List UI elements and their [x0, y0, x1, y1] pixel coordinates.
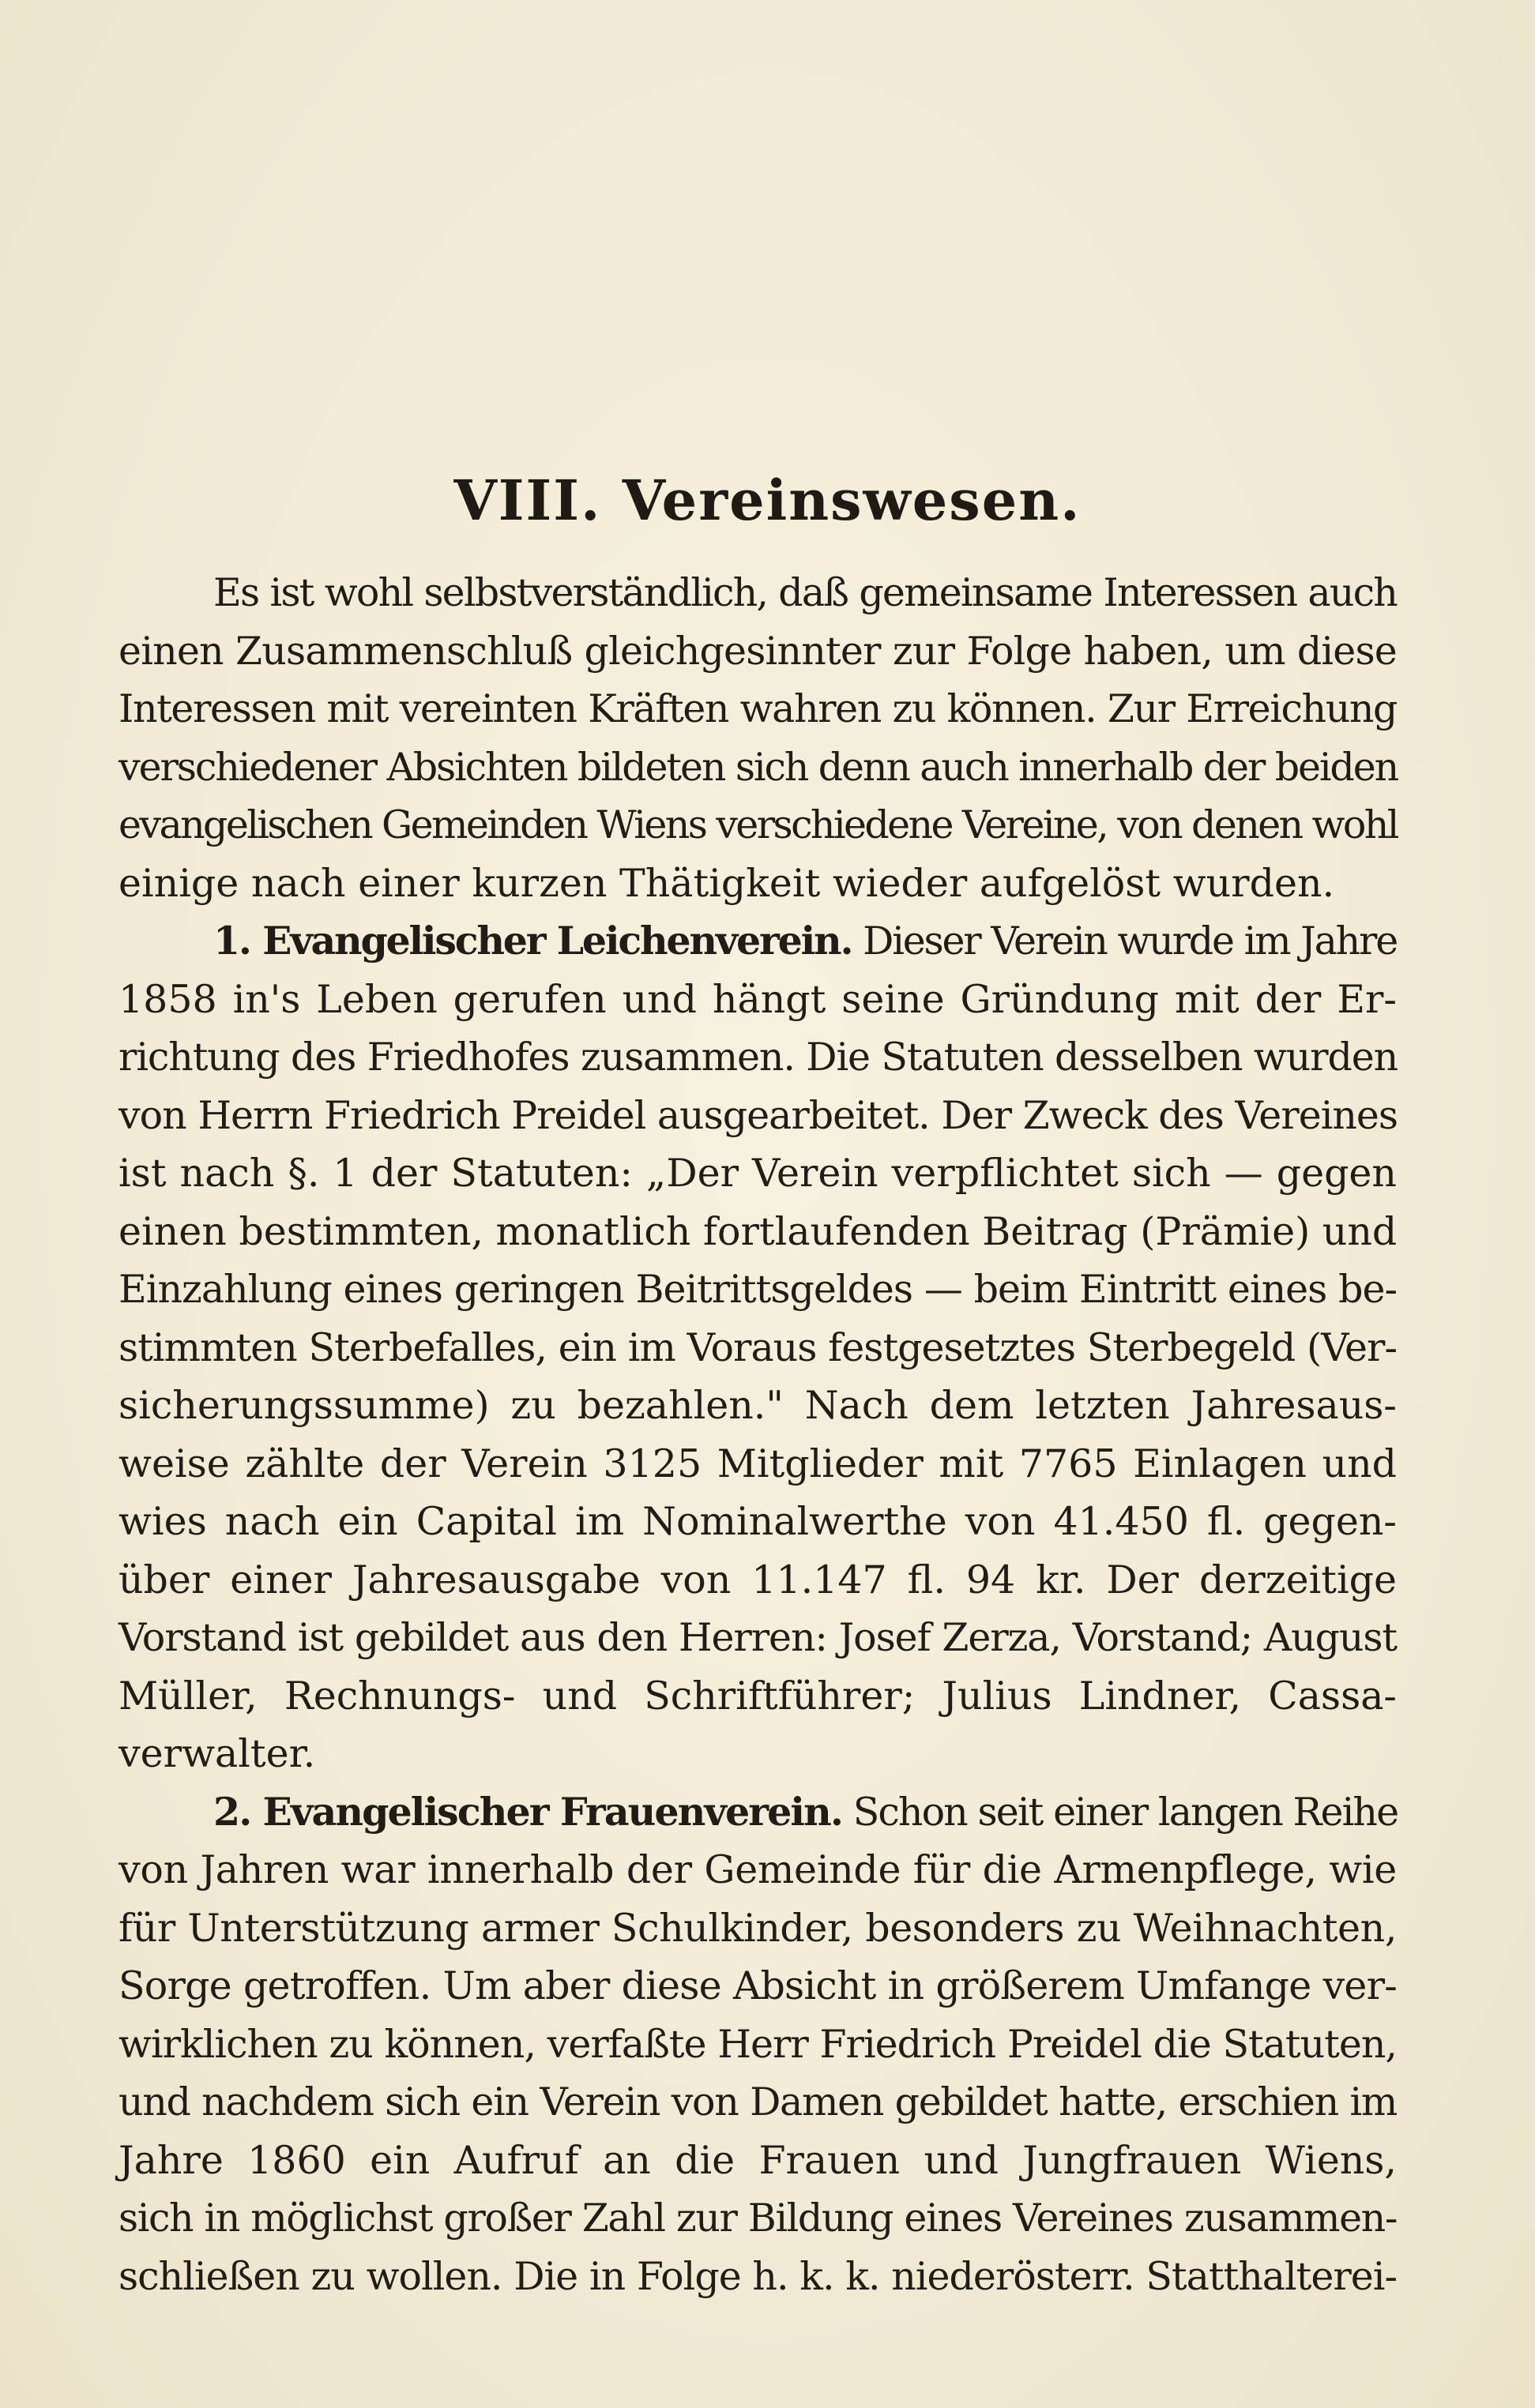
- chapter-heading: VIII. Vereinswesen.: [453, 468, 1082, 533]
- line-text: stimmten Sterbefalles, ein im Voraus festgesetztes Sterbegeld (Ver-: [119, 1324, 1397, 1370]
- line-text: Interessen mit vereinten Kräften wahren zu können. Zur Erreichung: [119, 686, 1397, 731]
- text-line: [119, 564, 1397, 622]
- body-text: [119, 564, 1397, 2305]
- line-text: richtung des Friedhofes zusammen. Die Statuten desselben wurden: [119, 1035, 1398, 1080]
- line-text: Müller, Rechnungs- und Schriftführer; Julius Lindner, Cassa-: [119, 1673, 1397, 1719]
- text-line: [119, 1377, 1397, 1435]
- section-subheading: 2. Evangelischer Frauenverein.: [213, 1788, 843, 1835]
- line-text: ist nach §. 1 der Statuten: „Der Verein verpflichtet sich — gegen: [119, 1151, 1397, 1196]
- line-text: einen bestimmten, monatlich fortlaufenden Beitrag (Prämie) und: [119, 1208, 1398, 1254]
- text-line: [119, 680, 1397, 738]
- line-text: evangelischen Gemeinden Wiens verschiedene Vereine, von denen wohl: [119, 802, 1398, 847]
- text-line: [119, 1957, 1397, 2015]
- line-text: wirklichen zu können, verfaßte Herr Friedrich Preidel die Statuten,: [119, 2021, 1397, 2067]
- line-text: und nachdem sich ein Verein von Damen gebildet hatte, erschien im: [119, 2079, 1397, 2124]
- line-text: sicherungssumme) zu bezahlen." Nach dem letzten Jahresaus-: [119, 1383, 1397, 1428]
- line-text: Jahre 1860 ein Aufruf an die Frauen und Jungfrauen Wiens,: [119, 2137, 1397, 2183]
- text-line: [119, 1028, 1397, 1087]
- section-subheading: 1. Evangelischer Leichenverein.: [213, 918, 852, 964]
- text-line: [119, 1493, 1397, 1551]
- line-text: weise zählte der Verein 3125 Mitglieder mit 7765 Einlagen und: [119, 1441, 1397, 1486]
- text-line: [119, 1841, 1397, 1899]
- text-line: [119, 1435, 1397, 1493]
- line-text: Schon seit einer langen Reihe: [842, 1789, 1398, 1835]
- text-line: [119, 2132, 1397, 2190]
- line-text: von Jahren war innerhalb der Gemeinde für die Armenpflege, wie: [119, 1847, 1397, 1892]
- text-line: [119, 971, 1397, 1029]
- line-text: von Herrn Friedrich Preidel ausgearbeitet. Der Zweck des Vereines: [119, 1092, 1398, 1138]
- line-text: Vorstand ist gebildet aus den Herren: Josef Zerza, Vorstand; August: [119, 1615, 1397, 1660]
- line-text: verschiedener Absichten bildeten sich denn auch innerhalb der beiden: [119, 744, 1398, 790]
- line-text: einen Zusammenschluß gleichgesinnter zur Folge haben, um diese: [119, 628, 1397, 674]
- text-line: [119, 1725, 1397, 1783]
- show-through-text: [111, 95, 1406, 426]
- text-line: [119, 2015, 1397, 2074]
- line-text: Sorge getroffen. Um aber diese Absicht in größerem Umfange ver-: [119, 1963, 1397, 2008]
- text-line: [119, 1260, 1397, 1319]
- text-line: [119, 1551, 1397, 1610]
- text-line: [119, 796, 1397, 855]
- text-line: [119, 1144, 1397, 1203]
- text-line: [119, 1609, 1397, 1667]
- line-text: Einzahlung eines geringen Beitrittsgeldes — beim Eintritt eines be-: [119, 1267, 1397, 1312]
- text-line: [119, 1319, 1397, 1377]
- text-line: [119, 1203, 1397, 1261]
- line-text: 1858 in's Leben gerufen und hängt seine Gründung mit der Er-: [119, 976, 1397, 1022]
- text-line: [119, 738, 1397, 797]
- text-line: [119, 2073, 1397, 2132]
- text-line: [119, 1087, 1397, 1145]
- line-text: für Unterstützung armer Schulkinder, besonders zu Weihnachten,: [119, 1905, 1397, 1951]
- text-line: [119, 622, 1397, 681]
- text-line: [119, 2248, 1397, 2306]
- line-text: verwalter.: [119, 1731, 316, 1776]
- line-text: über einer Jahresausgabe von 11.147 fl. 94 kr. Der derzeitige: [119, 1557, 1397, 1602]
- text-line: [119, 855, 1397, 913]
- line-text: wies nach ein Capital im Nominalwerthe von 41.450 fl. gegen-: [119, 1499, 1397, 1544]
- line-text: sich in möglichst großer Zahl zur Bildung eines Vereines zusammen-: [119, 2196, 1397, 2241]
- text-line: [119, 2189, 1397, 2248]
- text-line: [119, 1899, 1397, 1958]
- line-text: einige nach einer kurzen Thätigkeit wieder aufgelöst wurden.: [119, 860, 1335, 906]
- line-text: Es ist wohl selbstverständlich, daß gemeinsame Interessen auch: [213, 570, 1397, 615]
- text-line: [119, 912, 1397, 971]
- line-text: Dieser Verein wurde im Jahre: [852, 918, 1397, 964]
- text-line: [119, 1667, 1397, 1726]
- text-line: [119, 1783, 1397, 1842]
- line-text: schließen zu wollen. Die in Folge h. k. k. niederösterr. Statthalterei-: [119, 2253, 1397, 2299]
